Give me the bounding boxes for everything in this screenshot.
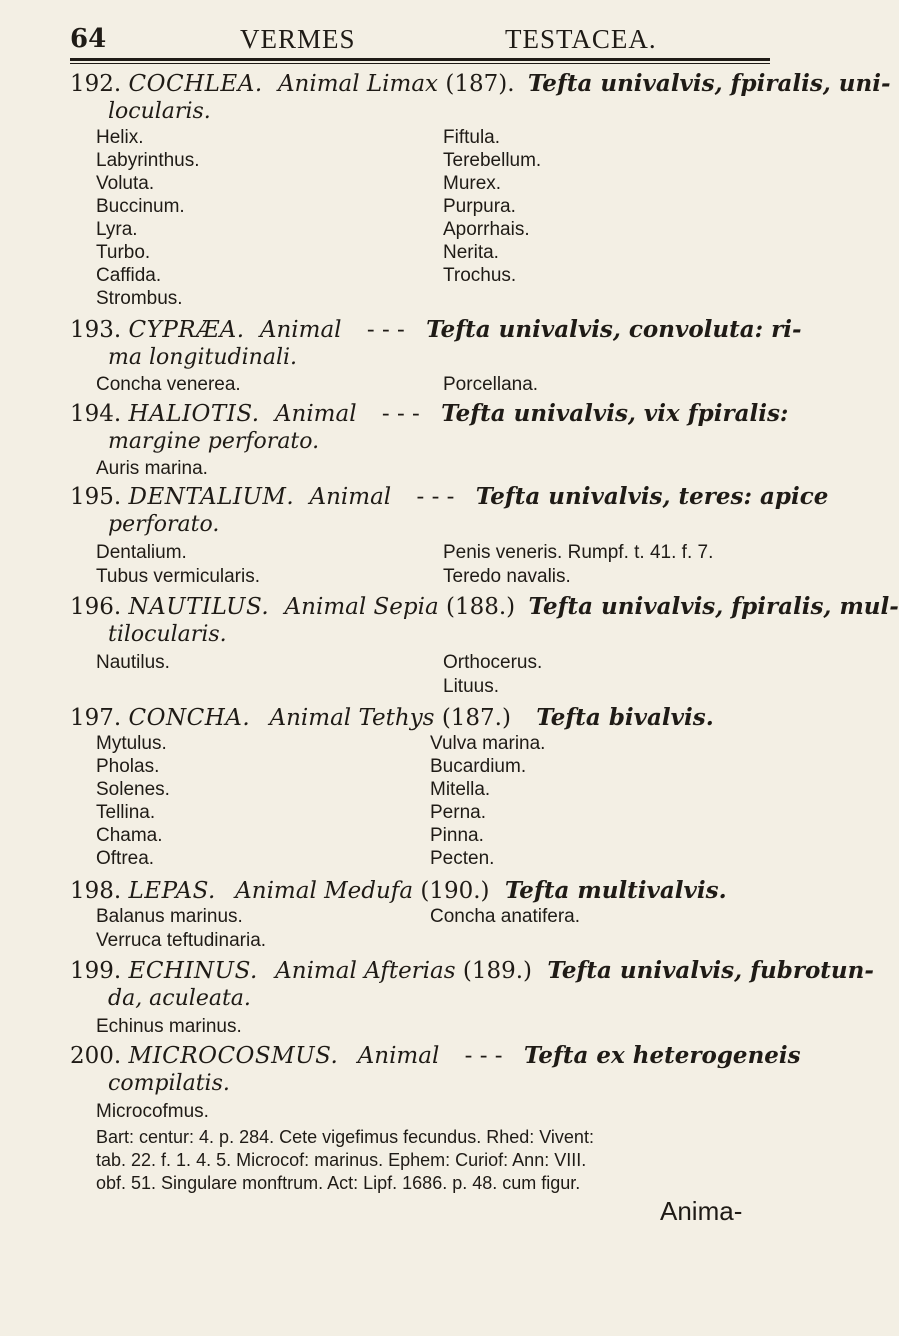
entry-197-heading	[70, 704, 714, 731]
entry-196-continuation: tilocularis.	[108, 622, 227, 647]
entry-194-continuation: margine perforato.	[108, 429, 320, 454]
entry-193-heading	[70, 316, 802, 343]
species-left: Turbo.	[96, 242, 151, 263]
reference-note: tab. 22. f. 1. 4. 5. Microcof: marinus. Ephem: Curiof: Ann: VIII.	[96, 1150, 587, 1170]
animal-label: Animal Limax	[277, 71, 439, 97]
species-right: Terebellum.	[443, 150, 542, 171]
leader-dashes: - - -	[366, 317, 405, 343]
animal-label: Animal	[274, 401, 357, 427]
species-right: Lituus.	[443, 676, 499, 697]
entry-198-heading	[70, 877, 727, 904]
leader-dashes: - - -	[416, 484, 455, 510]
entry-number: 193.	[70, 317, 122, 343]
entry-195-heading	[70, 483, 828, 510]
species-left: Strombus.	[96, 288, 183, 309]
genus-name: MICROCOSMUS.	[128, 1043, 339, 1069]
species-left: Caffida.	[96, 265, 162, 286]
species-right: Purpura.	[443, 196, 516, 217]
entry-200-continuation: compilatis.	[108, 1071, 230, 1096]
species-right: Vulva marina.	[430, 733, 546, 754]
entry-number: 194.	[70, 401, 122, 427]
header-rule	[70, 58, 770, 61]
testa-description: Tefta univalvis, teres: apice	[475, 483, 829, 510]
species-right: Nerita.	[443, 242, 499, 263]
entry-200-heading	[70, 1042, 801, 1069]
species-right: Murex.	[443, 173, 502, 194]
testa-description: Tefta univalvis, vix fpiralis:	[441, 400, 789, 427]
species-left: Microcofmus.	[96, 1101, 209, 1122]
entry-192-continuation: locularis.	[108, 99, 211, 124]
species-right: Teredo navalis.	[443, 566, 571, 587]
entry-192-heading	[70, 70, 891, 97]
entry-number: 198.	[70, 878, 122, 904]
genus-name: DENTALIUM.	[128, 484, 295, 510]
genus-name: COCHLEA.	[128, 71, 263, 97]
running-head	[70, 18, 770, 58]
leader-dashes: - - -	[464, 1043, 503, 1069]
species-left: Buccinum.	[96, 196, 185, 217]
species-right: Porcellana.	[443, 374, 539, 395]
species-left: Concha venerea.	[96, 374, 241, 395]
species-right: Pinna.	[430, 825, 484, 846]
species-left: Mytulus.	[96, 733, 167, 754]
testa-description: Tefta multivalvis.	[504, 877, 727, 904]
animal-label: Animal	[259, 317, 342, 343]
genus-name: LEPAS.	[128, 878, 216, 904]
page-number: 64	[70, 24, 107, 54]
testa-description: Tefta bivalvis.	[536, 704, 714, 731]
species-right: Penis veneris. Rumpf. t. 41. f. 7.	[443, 542, 714, 563]
species-left: Tellina.	[96, 802, 156, 823]
species-left: Echinus marinus.	[96, 1016, 242, 1037]
testa-description: Tefta univalvis, fpiralis, mul-	[528, 593, 899, 620]
species-left: Auris marina.	[96, 458, 208, 479]
animal-label: Animal Afterias	[275, 958, 456, 984]
animal-label: Animal Medufa	[235, 878, 414, 904]
running-title-left: VERMES	[240, 24, 356, 54]
animal-label: Animal Tethys	[269, 705, 435, 731]
species-left: Balanus marinus.	[96, 906, 243, 927]
reference-note: obf. 51. Singulare monftrum. Act: Lipf. 1686. p. 48. cum figur.	[96, 1173, 581, 1193]
species-right: Trochus.	[443, 265, 517, 286]
species-right: Mitella.	[430, 779, 491, 800]
species-right: Aporrhais.	[443, 219, 530, 240]
header-rule-thin	[70, 63, 770, 64]
catchword: Anima-	[660, 1196, 743, 1226]
species-left: Lyra.	[96, 219, 138, 240]
testa-description: Tefta ex heterogeneis	[523, 1042, 801, 1069]
species-left: Chama.	[96, 825, 163, 846]
entry-number: 195.	[70, 484, 122, 510]
genus-name: CONCHA.	[128, 705, 251, 731]
species-left: Tubus vermicularis.	[96, 566, 261, 587]
species-right: Perna.	[430, 802, 486, 823]
animal-label: Animal	[357, 1043, 440, 1069]
species-left: Solenes.	[96, 779, 170, 800]
entry-199-continuation: da, aculeata.	[108, 986, 251, 1011]
species-left: Oftrea.	[96, 848, 155, 869]
entry-number: 197.	[70, 705, 122, 731]
animal-ref: (188.)	[446, 594, 516, 620]
animal-label: Animal Sepia	[284, 594, 439, 620]
testa-description: Tefta univalvis, fpiralis, uni-	[527, 70, 891, 97]
leader-dashes: - - -	[381, 401, 420, 427]
entry-number: 200.	[70, 1043, 122, 1069]
entry-number: 196.	[70, 594, 122, 620]
running-title-right: TESTACEA.	[505, 24, 657, 54]
species-left: Labyrinthus.	[96, 150, 200, 171]
species-right: Concha anatifera.	[430, 906, 580, 927]
species-left: Dentalium.	[96, 542, 187, 563]
entry-194-heading	[70, 400, 788, 427]
entry-193-continuation: ma longitudinali.	[108, 345, 298, 370]
animal-ref: (189.)	[462, 958, 533, 984]
entry-196-heading	[70, 593, 899, 620]
species-left: Verruca teftudinaria.	[96, 930, 267, 951]
entry-number: 192.	[70, 71, 122, 97]
genus-name: ECHINUS.	[128, 958, 258, 984]
genus-name: HALIOTIS.	[128, 401, 260, 427]
species-right: Fiftula.	[443, 127, 501, 148]
species-left: Voluta.	[96, 173, 155, 194]
animal-label: Animal	[309, 484, 392, 510]
species-right: Pecten.	[430, 848, 495, 869]
animal-ref: (190.)	[420, 878, 490, 904]
entry-195-continuation: perforato.	[108, 512, 220, 537]
genus-name: CYPRÆA.	[128, 317, 245, 343]
species-left: Nautilus.	[96, 652, 170, 673]
testa-description: Tefta univalvis, fubrotun-	[547, 957, 874, 984]
species-left: Pholas.	[96, 756, 160, 777]
animal-ref: (187).	[445, 71, 515, 97]
genus-name: NAUTILUS.	[128, 594, 270, 620]
animal-ref: (187.)	[441, 705, 511, 731]
entry-199-heading	[70, 957, 874, 984]
entry-number: 199.	[70, 958, 122, 984]
testa-description: Tefta univalvis, convoluta: ri-	[426, 316, 802, 343]
species-right: Bucardium.	[430, 756, 527, 777]
species-left: Helix.	[96, 127, 144, 148]
species-right: Orthocerus.	[443, 652, 543, 673]
reference-note: Bart: centur: 4. p. 284. Cete vigefimus fecundus. Rhed: Vivent:	[96, 1127, 594, 1147]
